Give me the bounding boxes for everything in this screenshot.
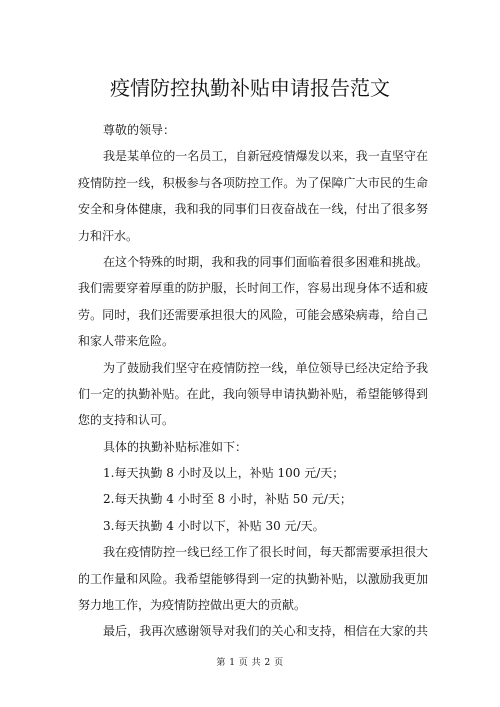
paragraph-line: 们一定的执勤补贴。在此，我向领导申请执勤补贴，希望能够得到: [78, 386, 428, 401]
paragraph: [78, 249, 428, 355]
paragraph-line: 努力地工作，为疫情防控做出更大的贡献。: [78, 598, 307, 613]
paragraph-line: 安全和身体健康，我和我的同事们日夜奋战在一线，付出了很多努: [78, 202, 428, 217]
salutation: 尊敬的领导：: [103, 123, 176, 137]
subsidy-standards-list: [78, 460, 428, 539]
page-number-footer: 第 1 页 共 2 页: [216, 658, 284, 668]
paragraph: [78, 539, 428, 618]
standard-item: 2.每天执勤 4 小时至 8 小时，补贴 50 元/天；: [103, 492, 352, 507]
paragraph-line: 在这个特殊的时期，我和我的同事们面临着很多困难和挑战。: [103, 254, 428, 269]
paragraph-line: 我在疫情防控一线已经工作了很长时间，每天都需要承担很大: [103, 545, 428, 560]
standards-intro-line: 具体的执勤补贴标准如下：: [103, 439, 248, 454]
document-title: 疫情防控执勤补贴申请报告范文: [110, 76, 390, 100]
paragraph-line: 您的支持和认可。: [78, 413, 175, 428]
paragraph: [78, 434, 428, 460]
paragraph-line: 劳。同时，我们还需要承担很大的风险，可能会感染病毒，给自己: [78, 307, 428, 322]
standard-item: 1.每天执勤 8 小时及以上，补贴 100 元/天；: [103, 466, 345, 481]
paragraph-line: 我们需要穿着厚重的防护服，长时间工作，容易出现身体不适和疲: [78, 281, 428, 296]
paragraph-line: 疫情防控一线，积极参与各项防控工作。为了保障广大市民的生命: [78, 175, 428, 190]
document-body: [78, 117, 428, 645]
paragraph-line: 和家人带来危险。: [78, 334, 175, 349]
standard-item: 3.每天执勤 4 小时以下，补贴 30 元/天。: [103, 518, 325, 533]
paragraph-line: 的工作量和风险。我希望能够得到一定的执勤补贴，以激励我更加: [78, 571, 428, 586]
paragraph-line: 为了鼓励我们坚守在疫情防控一线，单位领导已经决定给予我: [103, 360, 428, 375]
paragraph: [78, 355, 428, 434]
paragraph-line: 我是某单位的一名员工，自新冠疫情爆发以来，我一直坚守在: [103, 149, 428, 164]
paragraph: [78, 143, 428, 249]
paragraph: [78, 618, 428, 644]
paragraph-line: 最后，我再次感谢领导对我们的关心和支持，相信在大家的共: [103, 624, 428, 639]
paragraph-line: 力和汗水。: [78, 228, 139, 243]
